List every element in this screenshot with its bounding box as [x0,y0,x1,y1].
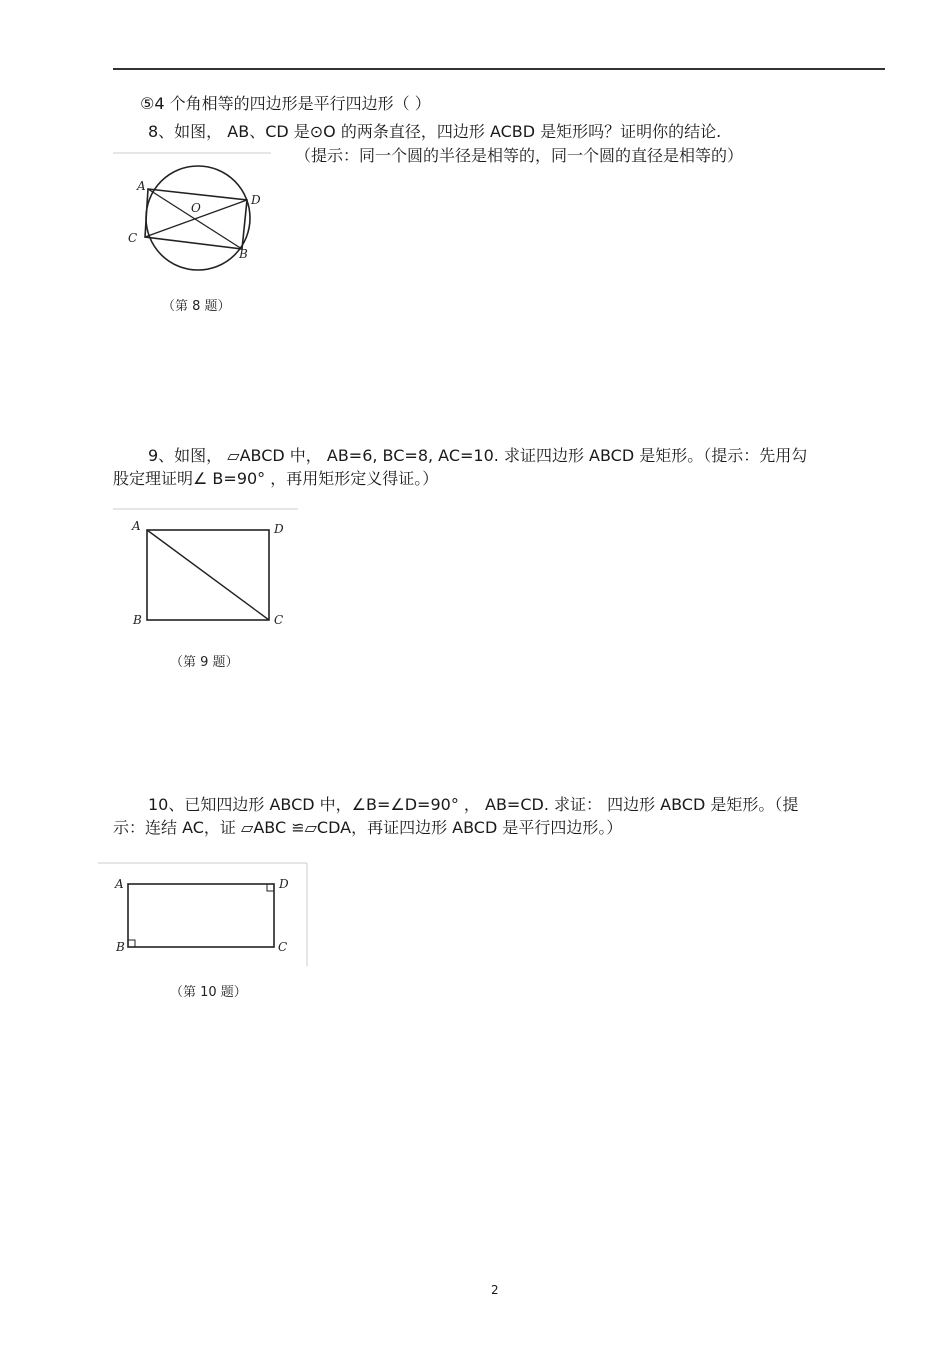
header-rule [113,68,885,70]
figure-8-circle-diagram [113,152,273,282]
label-a: A [137,179,146,193]
right-angle-mark-d [267,884,274,891]
diagonal-ac [147,530,269,620]
page-number: 2 [491,1283,499,1297]
rectangle-abcd [128,884,274,947]
item-5-statement: ⑤4 个角相等的四边形是平行四边形（ ） [140,94,431,113]
question-9-line-2: 股定理证明∠ B=90° ，再用矩形定义得证。） [113,469,439,488]
label-b: B [116,940,125,954]
label-a: A [115,877,124,891]
label-a: A [132,519,141,533]
label-d: D [251,193,261,207]
label-c: C [278,940,288,954]
figure-10-caption: （第 10 题） [170,985,247,1000]
question-8-hint: （提示：同一个圆的半径是相等的，同一个圆的直径是相等的） [295,146,744,165]
label-d: D [279,877,289,891]
figure-8-caption: （第 8 题） [162,299,231,314]
label-o: O [191,201,201,215]
label-c: C [274,613,284,627]
question-10-line-2: 示：连结 AC，证 ▱ABC ≌▱CDA，再证四边形 ABCD 是平行四边形。） [113,818,623,837]
label-d: D [274,522,284,536]
question-10-line-1: 10、已知四边形 ABCD 中，∠B=∠D=90° ， AB=CD. 求证： 四边形 ABCD 是矩形。（提 [148,795,799,814]
label-c: C [128,231,138,245]
question-8-text: 8、如图， AB、CD 是⊙O 的两条直径，四边形 ACBD 是矩形吗？证明你的结论. [148,122,722,141]
label-b: B [133,613,142,627]
label-b: B [239,247,248,261]
question-9-line-1: 9、如图， ▱ABCD 中， AB=6, BC=8, AC=10. 求证四边形 ABCD 是矩形。（提示：先用勾 [148,446,808,465]
figure-10-quadrilateral-diagram [98,862,310,968]
figure-9-parallelogram-diagram [113,508,303,630]
right-angle-mark-b [128,940,135,947]
figure-9-caption: （第 9 题） [170,655,239,670]
